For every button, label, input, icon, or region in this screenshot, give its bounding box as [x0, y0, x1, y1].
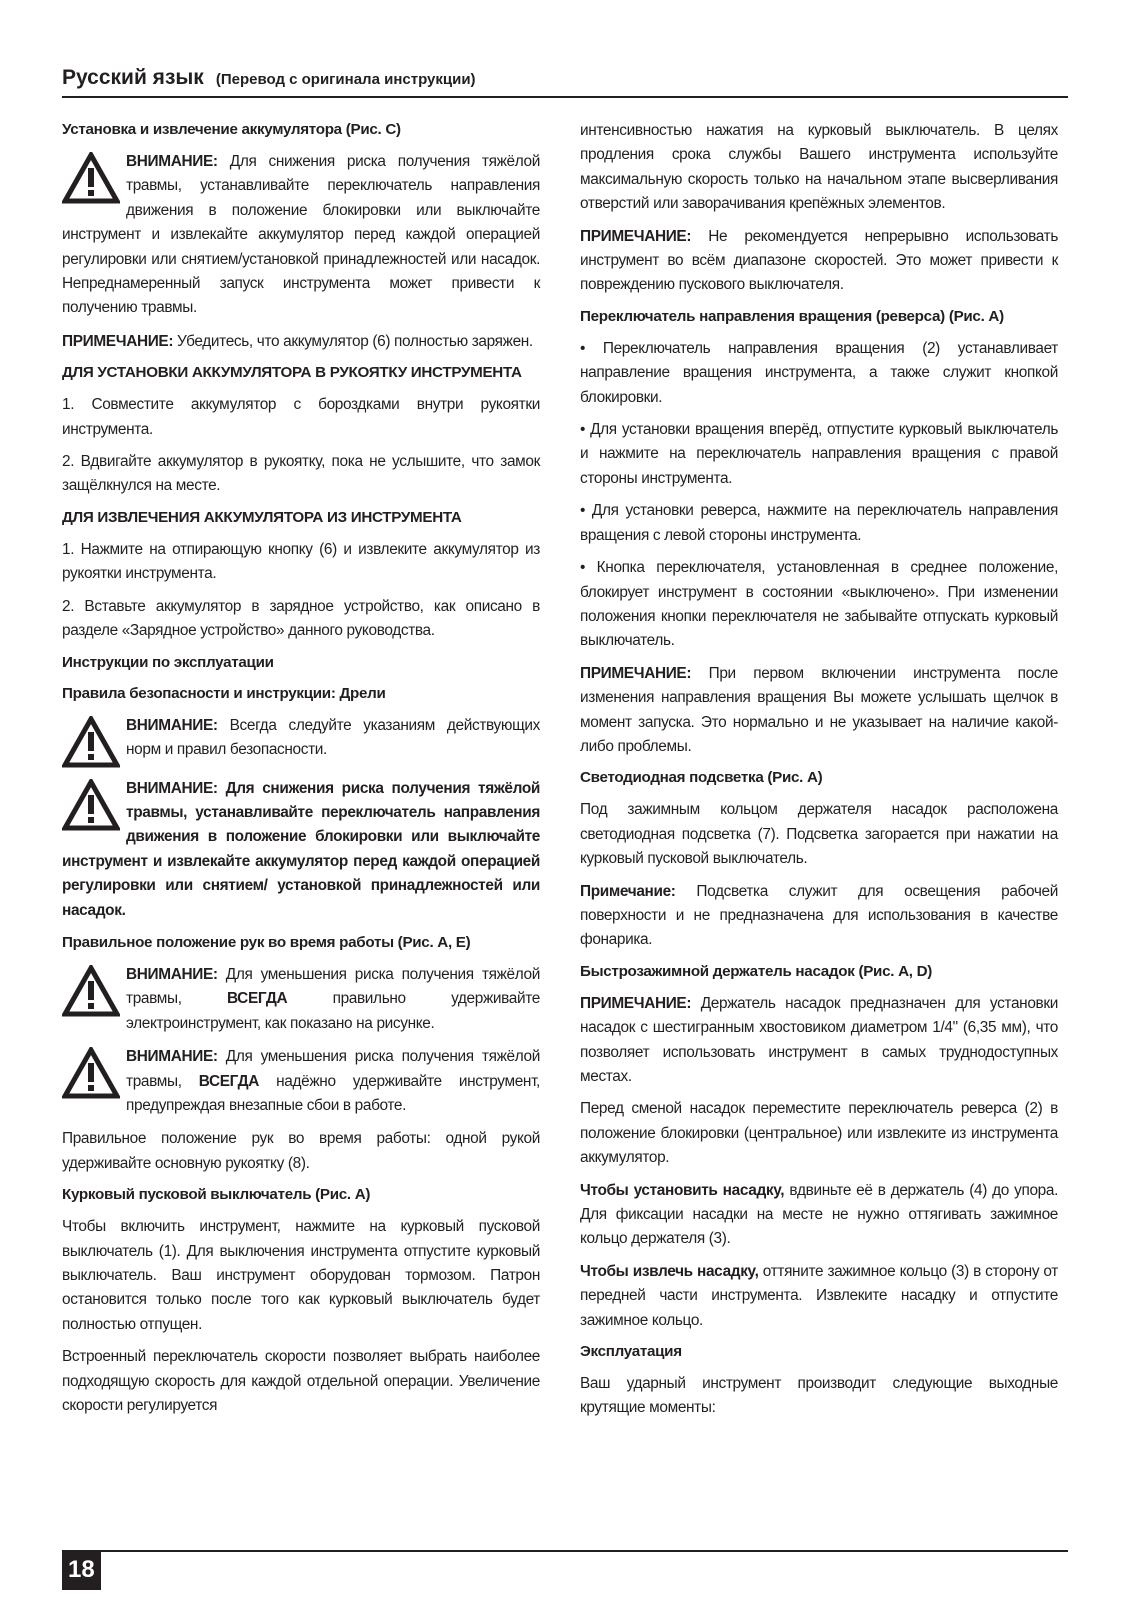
- warning-label: ВНИМАНИЕ:: [126, 716, 218, 734]
- warning-text: правильно удерживайте электроинструмент, как показано на рисунке.: [126, 990, 540, 1032]
- warning-block: [62, 963, 540, 1036]
- note-label: Примечание:: [580, 882, 676, 900]
- heading-install-battery: ДЛЯ УСТАНОВКИ АККУМУЛЯТОРА В РУКОЯТКУ ИНСТРУМЕНТА: [62, 364, 522, 382]
- warning-emphasis: ВСЕГДА: [198, 1072, 260, 1090]
- warning-triangle-icon: [62, 965, 120, 1017]
- chuck-text: Перед сменой насадок переместите переключатель реверса (2) в положение блокировки (центральное) или извлеките из инструмента аккумулятор.: [580, 1100, 1058, 1167]
- usage-text: Ваш ударный инструмент производит следующие выходные крутящие моменты:: [580, 1375, 1058, 1417]
- note-text: Убедитесь, что аккумулятор (6) полностью заряжен.: [173, 332, 533, 350]
- warning-triangle-icon: [62, 779, 120, 831]
- warning-text: Для уменьшения риска получения тяжёлой травмы,: [126, 1048, 540, 1090]
- insert-bit-text: вдвиньте её в держатель (4) до упора. Для фиксации насадки на месте не нужно оттягивать зажимное кольцо держателя (3).: [580, 1181, 1058, 1248]
- left-column: [62, 119, 540, 1426]
- warning-block: [62, 150, 540, 321]
- heading-reverse-switch: Переключатель направления вращения (реверса) (Рис. A): [580, 307, 1004, 325]
- language-title: Русский язык: [62, 66, 204, 89]
- note-text: Подсветка служит для освещения рабочей поверхности и не предназначена для использования в качестве фонарика.: [580, 882, 1058, 949]
- trigger-text: Чтобы включить инструмент, нажмите на курковый пусковой выключатель (1). Для выключения инструмента отпустите курковый выключатель. Ваш инструмент оборудован тормозом. Патрон остановится только после того как курковый выключатель будет полностью отпущен.: [62, 1218, 540, 1333]
- heading-trigger-switch: Курковый пусковой выключатель (Рис. A): [62, 1186, 371, 1204]
- warning-block: [62, 714, 540, 768]
- reverse-item-4: • Кнопка переключателя, установленная в среднее положение, блокирует инструмент в состоянии «выключено». При изменении положения кнопки переключателя не забывайте отпускать курковый выключатель.: [580, 559, 1058, 650]
- page-number: 18: [62, 1550, 101, 1590]
- right-column: [580, 119, 1058, 1429]
- insert-bit-paragraph: [580, 1179, 1058, 1252]
- warning-block: [62, 1045, 540, 1118]
- note-label: ПРИМЕЧАНИЕ:: [580, 227, 692, 245]
- note-label: ПРИМЕЧАНИЕ:: [580, 994, 692, 1012]
- speed-continued-text: интенсивностью нажатия на курковый выключатель. В целях продления срока службы Вашего инструмента используйте максимальную скорость только на начальном этапе высверливания отверстий или заворачивания крепёжных элементов.: [580, 122, 1058, 213]
- heading-quick-chuck: Быстрозажимной держатель насадок (Рис. A, D): [580, 962, 932, 980]
- speed-switch-text: Встроенный переключатель скорости позволяет выбрать наиболее подходящую скорость для каждой отдельной операции. Увеличение скорости регулируется: [62, 1348, 540, 1415]
- insert-bit-label: Чтобы установить насадку,: [580, 1181, 785, 1199]
- note-text: Держатель насадок предназначен для установки насадок с шестигранным хвостовиком диаметром 1/4" (6,35 мм), что позволяет использовать инструмент в самых труднодоступных местах.: [580, 994, 1058, 1085]
- warning-label: ВНИМАНИЕ:: [126, 153, 218, 170]
- warning-text: надёжно удерживайте инструмент, предупреждая внезапные сбои в работе.: [126, 1072, 540, 1114]
- header-subtitle: (Перевод с оригинала инструкции): [215, 71, 476, 88]
- remove-step-2: 2. Вставьте аккумулятор в зарядное устройство, как описано в разделе «Зарядное устройство» данного руководства.: [62, 597, 540, 640]
- note-paragraph: [62, 330, 540, 354]
- note-paragraph: [580, 225, 1058, 298]
- reverse-item-3: • Для установки реверса, нажмите на переключатель направления вращения с левой стороны инструмента.: [580, 502, 1058, 544]
- remove-step-1: 1. Нажмите на отпирающую кнопку (6) и извлеките аккумулятор из рукоятки инструмента.: [62, 540, 540, 583]
- remove-bit-text: оттяните зажимное кольцо (3) в сторону от передней части инструмента. Извлеките насадку и отпустите зажимное кольцо.: [580, 1262, 1058, 1329]
- install-step-1: 1. Совместите аккумулятор с бороздками внутри рукоятки инструмента.: [62, 396, 540, 438]
- page-header: [62, 66, 1068, 98]
- remove-bit-label: Чтобы извлечь насадку,: [580, 1262, 759, 1280]
- install-step-2: 2. Вдвигайте аккумулятор в рукоятку, пока не услышите, что замок защёлкнулся на месте.: [62, 453, 540, 495]
- note-text: При первом включении инструмента после изменения направления вращения Вы можете услышать щелчок в момент запуска. Это нормально и не указывает на наличие какой-либо проблемы.: [580, 664, 1058, 755]
- warning-text: Для уменьшения риска получения тяжёлой травмы,: [126, 965, 540, 1008]
- heading-led-light: Светодиодная подсветка (Рис. A): [580, 769, 823, 787]
- note-paragraph: [580, 662, 1058, 760]
- reverse-item-1: • Переключатель направления вращения (2) устанавливает направление вращения инструмента, а также служит кнопкой блокировки.: [580, 339, 1058, 406]
- heading-remove-battery: ДЛЯ ИЗВЛЕЧЕНИЯ АККУМУЛЯТОРА ИЗ ИНСТРУМЕНТА: [62, 508, 462, 526]
- remove-bit-paragraph: [580, 1260, 1058, 1333]
- warning-block-bold: [62, 777, 540, 923]
- warning-label: ВНИМАНИЕ:: [126, 1048, 218, 1066]
- heading-safety-rules: Правила безопасности и инструкции: Дрели: [62, 684, 386, 702]
- warning-triangle-icon: [62, 716, 120, 768]
- warning-text: Всегда следуйте указаниям действующих норм и правил безопасности.: [126, 716, 540, 758]
- heading-usage: Эксплуатация: [580, 1343, 682, 1361]
- warning-triangle-icon: [62, 152, 120, 204]
- heading-hand-position: Правильное положение рук во время работы (Рис. A, E): [62, 933, 471, 951]
- note-label: ПРИМЕЧАНИЕ:: [62, 332, 174, 350]
- footer-rule: [62, 1550, 1068, 1552]
- note-paragraph: [580, 992, 1058, 1090]
- warning-triangle-icon: [62, 1047, 120, 1099]
- note-label: ПРИМЕЧАНИЕ:: [580, 664, 692, 682]
- warning-label: ВНИМАНИЕ:: [126, 965, 218, 983]
- warning-text: Для снижения риска получения тяжёлой травмы, устанавливайте переключатель направления движения в положение блокировки или выключайте инструмент и извлекайте аккумулятор перед каждой операцией регулировки или снятием/установкой принадлежностей или насадок. Непреднамеренный запуск инструмента может привести к получению травмы.: [62, 153, 540, 317]
- hand-position-text: Правильное положение рук во время работы: одной рукой удерживайте основную рукоятку (8).: [62, 1130, 540, 1172]
- heading-operation-instructions: Инструкции по эксплуатации: [62, 653, 274, 671]
- heading-battery: Установка и извлечение аккумулятора (Рис. C): [62, 121, 401, 138]
- warning-emphasis: ВСЕГДА: [227, 990, 288, 1008]
- note-paragraph: [580, 880, 1058, 953]
- warning-text: ВНИМАНИЕ: Для снижения риска получения тяжёлой травмы, устанавливайте переключатель направления движения в положение блокировки или выключайте инструмент и извлекайте аккумулятор перед каждой операцией регулировки или снятием/ установкой принадлежностей или насадок.: [62, 779, 540, 919]
- reverse-item-2: • Для установки вращения вперёд, отпустите курковый выключатель и нажмите на переключатель направления вращения с правой стороны инструмента.: [580, 421, 1058, 487]
- note-text: Не рекомендуется непрерывно использовать инструмент во всём диапазоне скоростей. Это может привести к повреждению пускового выключателя.: [580, 227, 1058, 294]
- led-text: Под зажимным кольцом держателя насадок расположена светодиодная подсветка (7). Подсветка загорается при нажатии на курковый пусковой выключатель.: [580, 801, 1058, 868]
